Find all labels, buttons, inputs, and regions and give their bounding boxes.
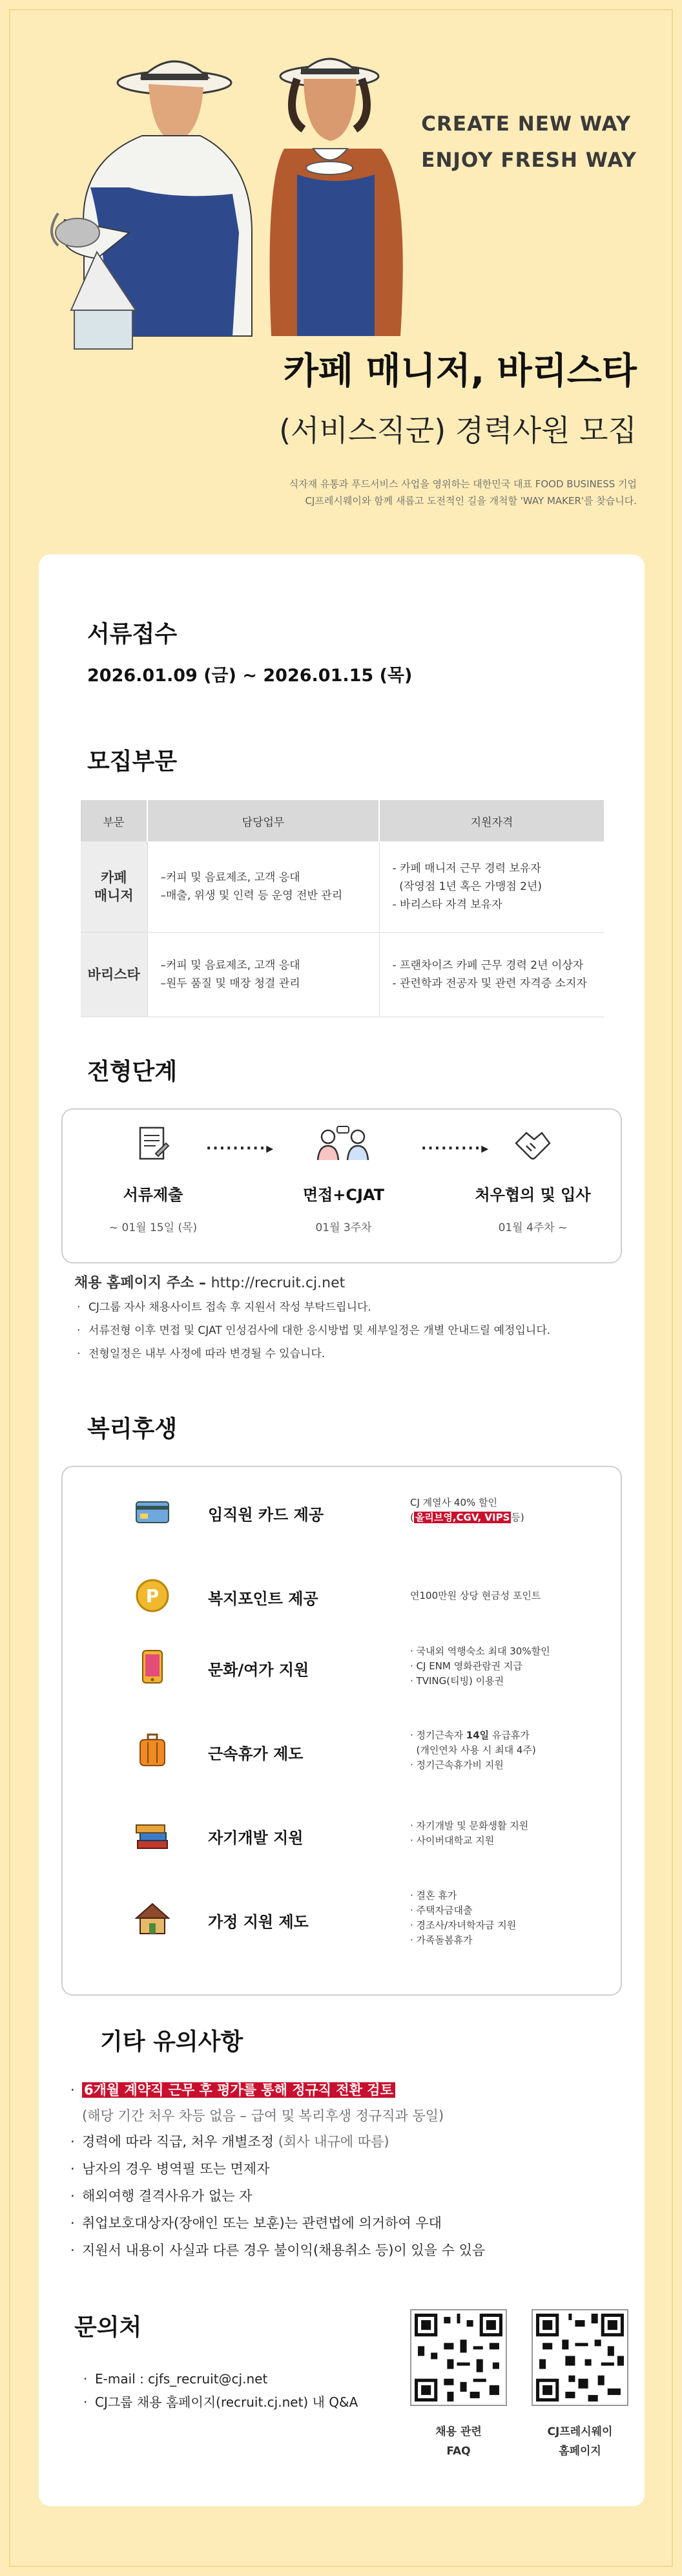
etc-line	[68, 2128, 636, 2155]
benefit-name: 임직원 카드 제공	[208, 1506, 324, 1524]
benefit-line: · CJ ENM 영화관람권 지급	[410, 1660, 522, 1672]
etc-line-note: (회사 내규에 따름)	[278, 2134, 389, 2149]
benefit-desc	[410, 1589, 541, 1603]
duty-line: –커피 및 음료제조, 고객 응대	[160, 871, 300, 884]
qr-code-faq[interactable]	[410, 2309, 507, 2406]
note-line: · CJ그룹 자사 채용사이트 접속 후 지원서 작성 부탁드립니다.	[74, 1296, 623, 1319]
intro-line-2: CJ프레시웨이와 함께 새롭고 도전적인 길을 개척할 'WAY MAKER'를 찾습니다.	[305, 495, 637, 507]
benefit-line: · 국내외 역행숙소 최대 30%할인	[410, 1645, 550, 1657]
qr-label-homepage	[525, 2422, 635, 2461]
qr-label-line: CJ프레시웨이	[547, 2425, 613, 2438]
etc-line: · 남자의 경우 병역필 또는 면제자	[68, 2155, 636, 2182]
qr-code-icon	[533, 2310, 627, 2405]
intro-text	[289, 476, 637, 509]
duty-line: –커피 및 음료제조, 고객 응대	[160, 959, 300, 972]
etc-list	[68, 2076, 636, 2264]
table-header: 부문	[81, 800, 147, 841]
qual-line: - 바리스타 자격 보유자	[392, 898, 502, 911]
slogan-line-1: CREATE NEW WAY	[421, 112, 632, 136]
benefit-name: 가정 지원 제도	[208, 1913, 309, 1931]
process-steps	[61, 1108, 622, 1263]
section-title-recruit: 모집부문	[87, 748, 178, 775]
benefit-bold: 14일	[466, 1729, 490, 1741]
contact-homepage[interactable]: · CJ그룹 채용 홈페이지(recruit.cj.net) 내 Q&A	[81, 2391, 358, 2414]
benefit-line-end: 유급휴가	[489, 1729, 530, 1741]
section-title-etc: 기타 유의사항	[100, 2029, 243, 2055]
process-notes	[74, 1272, 623, 1366]
baristas-illustration	[39, 39, 439, 375]
role-cell	[81, 933, 147, 1017]
table-header: 담당업무	[147, 800, 379, 841]
section-title-application: 서류접수	[87, 621, 178, 648]
role-name: 바리스타	[87, 967, 140, 982]
benefit-name: 근속휴가 제도	[208, 1745, 304, 1763]
etc-highlight: 6개월 계약직 근무 후 평가를 통해 정규직 전환 검토	[82, 2082, 395, 2098]
benefit-line: · 주택자금대출	[410, 1905, 473, 1916]
note-line: · 전형일정은 내부 사정에 따라 변경될 수 있습니다.	[74, 1342, 623, 1366]
benefit-prefix: (	[410, 1512, 414, 1523]
point-coin-icon	[134, 1577, 171, 1614]
benefit-line-start: · 정기근속자	[410, 1729, 466, 1741]
qual-line: (작영점 1년 혹은 가맹점 2년)	[392, 880, 542, 893]
section-title-process: 전형단계	[87, 1059, 178, 1085]
benefit-line: · 결혼 휴가	[410, 1890, 457, 1901]
table-header: 지원자격	[379, 800, 604, 841]
role-name: 카페 매니저	[94, 870, 134, 903]
etc-line: · 해외여행 결격사유가 없는 자	[68, 2182, 636, 2210]
benefit-line: · 정기근속휴가비 지원	[410, 1759, 504, 1771]
contact-list	[81, 2367, 358, 2414]
table-header-row	[81, 800, 604, 841]
qual-line: - 관련학과 전공자 및 관련 자격증 소지자	[392, 977, 587, 990]
duty-line: –원두 품질 및 매장 청결 관리	[160, 977, 300, 990]
benefit-line: · 자기개발 및 문화생활 지원	[410, 1820, 529, 1832]
benefit-desc	[410, 1728, 536, 1773]
etc-line	[68, 2076, 636, 2104]
benefit-suffix: 등)	[511, 1512, 524, 1523]
step-name: 처우협의 및 입사	[475, 1186, 591, 1204]
qual-line: - 프랜차이즈 카페 근무 경력 2년 이상자	[392, 959, 584, 972]
step-arrow: ·········▸	[421, 1141, 490, 1157]
table-row	[81, 841, 604, 933]
slogan-line-2: ENJOY FRESH WAY	[421, 149, 637, 172]
content-card	[39, 554, 645, 2506]
qr-code-icon	[411, 2310, 506, 2405]
benefit-line: · 가족돌봄휴가	[410, 1934, 473, 1946]
benefit-line: · 사이버대학교 지원	[410, 1835, 495, 1846]
card-icon	[134, 1493, 171, 1530]
benefit-line	[410, 1728, 536, 1743]
etc-line: · 지원서 내용이 사실과 다른 경우 불이익(채용취소 등)이 있을 수 있음	[68, 2237, 636, 2264]
interview-icon	[311, 1124, 376, 1165]
step-date: 01월 4주차 ~	[498, 1221, 568, 1234]
duty-line: –매출, 위생 및 인력 등 운영 전반 관리	[160, 889, 343, 902]
hero	[0, 0, 682, 556]
slogan	[421, 106, 637, 178]
handshake-icon	[512, 1124, 553, 1165]
section-title-benefits: 복리후생	[87, 1416, 178, 1442]
benefit-line: · 경조사/자녀학자금 지원	[410, 1919, 517, 1931]
benefit-desc	[410, 1644, 550, 1689]
intro-line-1: 식자재 유통과 푸드서비스 사업을 영위하는 대한민국 대표 FOOD BUSINESS 기업	[289, 478, 637, 490]
step-date: ~ 01월 15일 (목)	[108, 1221, 198, 1234]
qr-code-homepage[interactable]	[532, 2309, 628, 2406]
etc-sub-line: (해당 기간 처우 차등 없음 – 급여 및 복리후생 정규직과 동일)	[82, 2108, 444, 2124]
note-line: · 서류전형 이후 면접 및 CJAT 인성검사에 대한 응시방법 및 세부일정은 개별 안내드릴 예정입니다.	[74, 1319, 623, 1342]
benefit-line: · TVING(티빙) 이용권	[410, 1675, 504, 1687]
benefit-name: 복지포인트 제공	[208, 1590, 318, 1608]
books-icon	[134, 1816, 171, 1853]
benefit-line: CJ 계열사 40% 할인	[410, 1497, 497, 1508]
benefit-highlight: 올리브영,CGV, VIPS	[415, 1512, 510, 1523]
qr-label-line: 홈페이지	[559, 2445, 601, 2458]
document-icon	[132, 1124, 174, 1165]
benefit-line: 연100만원 상당 현금성 포인트	[410, 1590, 541, 1601]
etc-line-text: 경력에 따라 직급, 처우 개별조정	[82, 2134, 278, 2149]
step-date: 01월 3주차	[315, 1221, 372, 1234]
step-name: 면접+CJAT	[302, 1186, 385, 1204]
quals-cell	[379, 933, 604, 1017]
homepage-link[interactable]: http://recruit.cj.net	[211, 1275, 346, 1291]
benefits-box	[61, 1466, 622, 1996]
benefit-desc	[410, 1495, 524, 1525]
role-cell	[81, 841, 147, 933]
svg-text:P: P	[145, 1585, 160, 1607]
benefit-desc	[410, 1819, 528, 1848]
phone-icon	[134, 1648, 171, 1685]
benefit-name: 문화/여가 지원	[208, 1661, 309, 1679]
house-icon	[134, 1900, 171, 1937]
benefit-desc	[410, 1888, 516, 1948]
contact-email[interactable]: · E-mail : cjfs_recruit@cj.net	[81, 2367, 358, 2391]
application-period: 2026.01.09 (금) ~ 2026.01.15 (목)	[87, 666, 413, 686]
benefit-line	[410, 1510, 524, 1525]
homepage-line	[74, 1272, 623, 1292]
recruit-table	[81, 800, 604, 1017]
section-title-contact: 문의처	[74, 2314, 142, 2341]
qr-label-line: 채용 관련	[435, 2425, 482, 2438]
step-name: 서류제출	[123, 1186, 183, 1204]
qr-label-line: FAQ	[446, 2445, 471, 2458]
table-row	[81, 933, 604, 1017]
benefit-name: 자기개발 지원	[208, 1829, 304, 1847]
qual-line: - 카페 매니저 근무 경력 보유자	[392, 862, 541, 875]
benefit-line: (개인연차 사용 시 최대 4주)	[410, 1744, 536, 1756]
page-title: 카페 매니저, 바리스타	[283, 350, 637, 392]
step-arrow: ·········▸	[206, 1141, 275, 1157]
page-subtitle: (서비스직군) 경력사원 모집	[279, 413, 637, 448]
qr-label-faq	[404, 2422, 513, 2461]
duties-cell	[147, 841, 379, 933]
etc-line: · 취업보호대상자(장애인 또는 보훈)는 관련법에 의거하여 우대	[68, 2210, 636, 2237]
homepage-label: 채용 홈페이지 주소 –	[74, 1275, 211, 1291]
duties-cell	[147, 933, 379, 1017]
quals-cell	[379, 841, 604, 933]
luggage-icon	[134, 1732, 171, 1769]
